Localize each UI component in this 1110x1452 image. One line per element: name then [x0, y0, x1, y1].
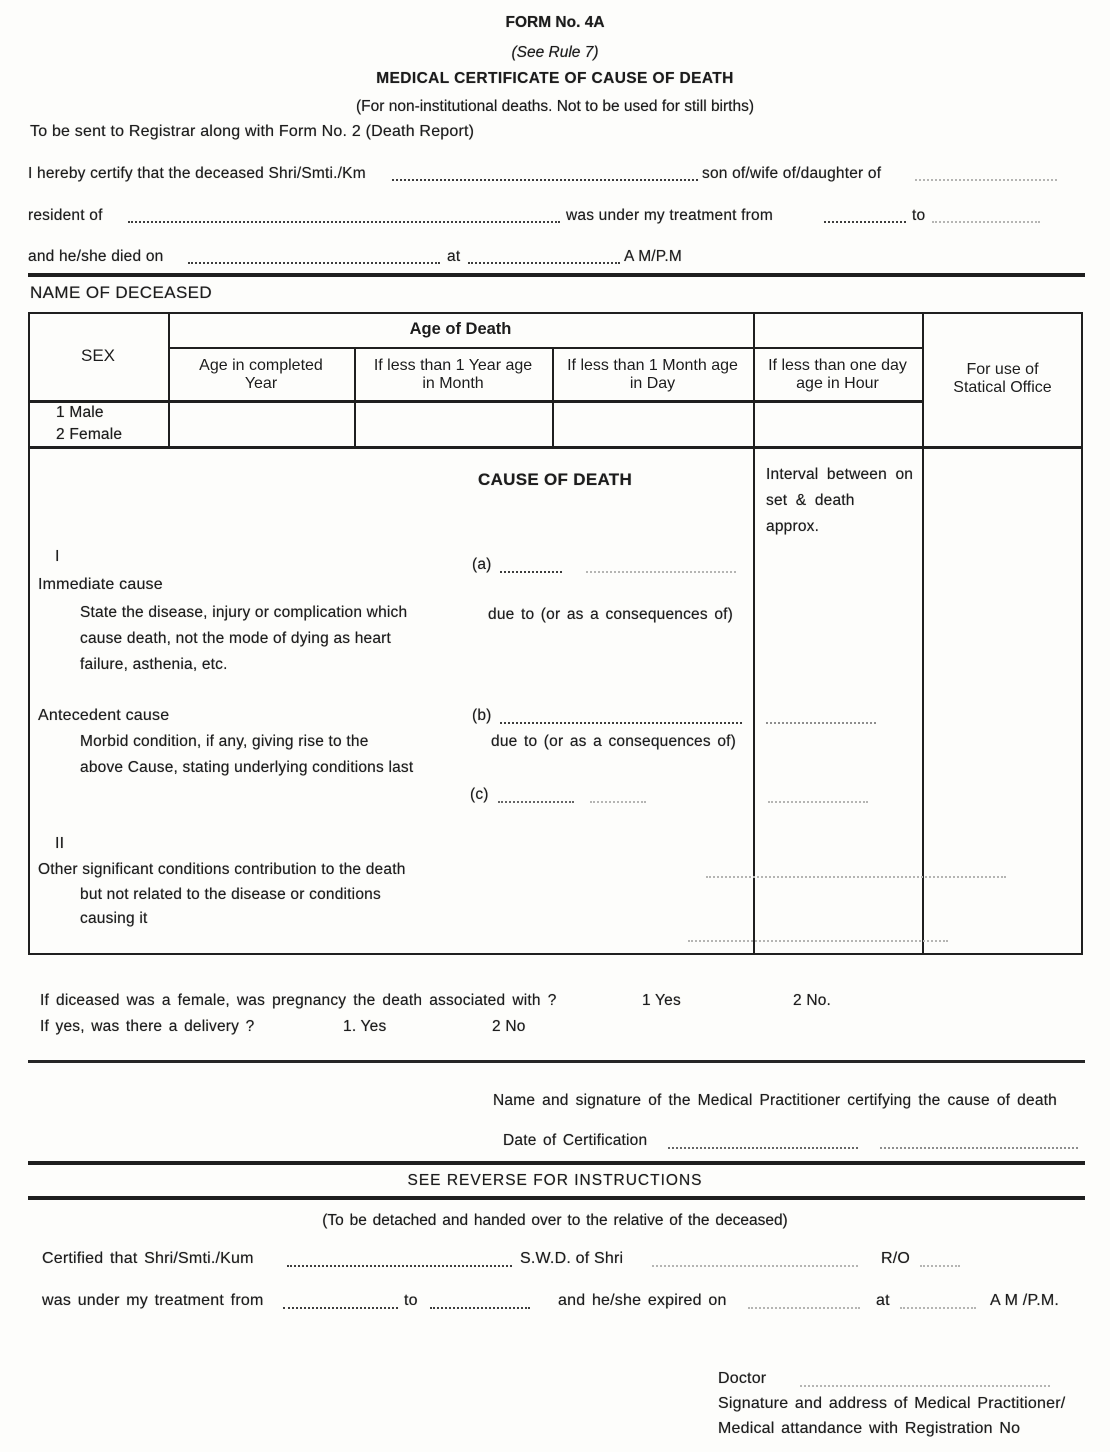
registrar-note: To be sent to Registrar along with Form No. 2 (Death Report) — [30, 123, 475, 140]
detach-line2-text4: at — [876, 1292, 890, 1309]
dotted-fill-line — [706, 876, 1006, 878]
dotted-fill-line — [498, 801, 574, 803]
sex-header-cell — [28, 312, 168, 400]
cause-line-c-label: (c) — [470, 786, 489, 803]
name-of-deceased-label: NAME OF DECEASED — [30, 283, 213, 302]
immediate-cause-label: Immediate cause — [38, 576, 163, 593]
detach-line1-text2: S.W.D. of Shri — [520, 1250, 624, 1267]
col-header-age-month — [354, 350, 552, 400]
section-divider-rule — [28, 1060, 1085, 1063]
dotted-fill-line — [920, 1265, 960, 1267]
col-header-age-year — [168, 350, 354, 400]
certify-line3-text3: A M/P.M — [624, 248, 682, 265]
section-one-numeral: I — [55, 548, 60, 565]
pregnancy-question-2: If yes, was there a delivery ? — [40, 1018, 255, 1035]
detach-line2-text: was under my treatment from — [42, 1292, 264, 1309]
certify-line2-text3: to — [912, 207, 926, 224]
detach-line1-text3: R/O — [881, 1250, 911, 1267]
cause-line-a-label: (a) — [472, 556, 492, 573]
dotted-fill-line — [768, 801, 868, 803]
rule-reference: (See Rule 7) — [511, 44, 599, 61]
col-header-age-month-label: If less than 1 Year age in Month — [373, 357, 533, 392]
section-divider-rule — [28, 1196, 1085, 1200]
due-to-label: due to (or as a consequences of) — [488, 606, 734, 623]
dotted-fill-line — [283, 1307, 398, 1309]
date-of-certification-label: Date of Certification — [503, 1132, 648, 1149]
certify-line3-text: and he/she died on — [28, 248, 164, 265]
doctor-registration-note: Medical attandance with Registration No — [718, 1420, 1021, 1437]
cause-of-death-title: CAUSE OF DEATH — [478, 470, 633, 489]
immediate-cause-desc: cause death, not the mode of dying as heart — [80, 630, 392, 647]
form-title: MEDICAL CERTIFICATE OF CAUSE OF DEATH — [376, 70, 734, 87]
table-grid-line — [753, 312, 755, 953]
other-conditions-desc: Other significant conditions contribution to the death — [38, 861, 406, 878]
table-grid-line — [28, 446, 1083, 449]
pregnancy-question-1: If diceased was a female, was pregnancy the death associated with ? — [40, 992, 557, 1009]
immediate-cause-desc: State the disease, injury or complication which — [80, 604, 408, 621]
detach-line2-text2: to — [404, 1292, 418, 1309]
section-divider-rule — [28, 273, 1085, 277]
detach-line2-text3: and he/she expired on — [558, 1292, 727, 1309]
table-grid-line — [168, 347, 924, 349]
col-header-age-hour — [753, 350, 922, 400]
doctor-label: Doctor — [718, 1370, 767, 1387]
interval-between-label: Interval between on set & death approx. — [766, 466, 914, 535]
dotted-fill-line — [915, 179, 1057, 181]
statistical-office-label: For use of Statical Office — [953, 361, 1052, 396]
immediate-cause-desc: failure, asthenia, etc. — [80, 656, 228, 673]
pregnancy-q2-yes: 1. Yes — [343, 1018, 387, 1035]
form-number: FORM No. 4A — [505, 14, 605, 31]
dotted-fill-line — [590, 801, 646, 803]
certify-line1-text2: son of/wife of/daughter of — [702, 165, 882, 182]
see-reverse-note: SEE REVERSE FOR INSTRUCTIONS — [407, 1172, 703, 1189]
practitioner-signature-note: Name and signature of the Medical Practitioner certifying the cause of death — [493, 1092, 1057, 1109]
antecedent-cause-label: Antecedent cause — [38, 707, 170, 724]
dotted-fill-line — [824, 221, 906, 223]
dotted-fill-line — [392, 179, 698, 181]
certify-line1-text: I hereby certify that the deceased Shri/Smti./Km — [28, 165, 366, 182]
form-subtitle: (For non-institutional deaths. Not to be used for still births) — [355, 98, 755, 115]
dotted-fill-line — [880, 1147, 1078, 1149]
pregnancy-q2-no: 2 No — [492, 1018, 526, 1035]
col-header-age-hour-label: If less than one day age in Hour — [768, 357, 907, 392]
statistical-office-cell — [922, 312, 1083, 446]
detach-line1-text: Certified that Shri/Smti./Kum — [42, 1250, 254, 1267]
dotted-fill-line — [748, 1307, 860, 1309]
dotted-fill-line — [468, 262, 620, 264]
doctor-signature-note: Signature and address of Medical Practitioner/ — [718, 1395, 1066, 1412]
pregnancy-q1-no: 2 No. — [793, 992, 832, 1009]
col-header-age-day-label: If less than 1 Month age in Day — [567, 357, 738, 392]
other-conditions-desc: causing it — [80, 910, 148, 927]
dotted-fill-line — [287, 1265, 512, 1267]
dotted-fill-line — [586, 571, 736, 573]
cause-line-b-label: (b) — [472, 707, 492, 724]
dotted-fill-line — [500, 722, 742, 724]
dotted-fill-line — [900, 1307, 976, 1309]
certify-line3-text2: at — [447, 248, 461, 265]
dotted-fill-line — [652, 1265, 858, 1267]
age-of-death-label: Age of Death — [409, 320, 512, 338]
dotted-fill-line — [188, 262, 440, 264]
dotted-fill-line — [688, 940, 948, 942]
dotted-fill-line — [500, 571, 562, 573]
sex-option-male: 1 Male — [56, 404, 104, 421]
due-to-label: due to (or as a consequences of) — [491, 733, 737, 750]
section-divider-rule — [28, 1161, 1085, 1165]
sex-header-label: SEX — [80, 346, 116, 365]
dotted-fill-line — [128, 221, 560, 223]
section-two-numeral: II — [55, 835, 65, 852]
sex-option-female: 2 Female — [56, 426, 123, 443]
other-conditions-desc: but not related to the disease or conditions — [80, 886, 381, 903]
antecedent-cause-desc: Morbid condition, if any, giving rise to the — [80, 733, 369, 750]
col-header-age-year-label: Age in completed Year — [199, 357, 323, 392]
certify-line2-text: resident of — [28, 207, 103, 224]
table-grid-line — [28, 400, 924, 403]
dotted-fill-line — [766, 722, 876, 724]
age-of-death-header-cell — [168, 312, 753, 347]
dotted-fill-line — [668, 1147, 858, 1149]
col-header-age-day — [552, 350, 753, 400]
certify-line2-text2: was under my treatment from — [566, 207, 773, 224]
detach-line2-text5: A M /P.M. — [990, 1292, 1060, 1309]
dotted-fill-line — [932, 221, 1040, 223]
pregnancy-q1-yes: 1 Yes — [642, 992, 681, 1009]
dotted-fill-line — [430, 1307, 530, 1309]
dotted-fill-line — [800, 1385, 1050, 1387]
antecedent-cause-desc: above Cause, stating underlying conditions last — [80, 759, 414, 776]
detach-note: (To be detached and handed over to the relative of the deceased) — [322, 1212, 788, 1229]
